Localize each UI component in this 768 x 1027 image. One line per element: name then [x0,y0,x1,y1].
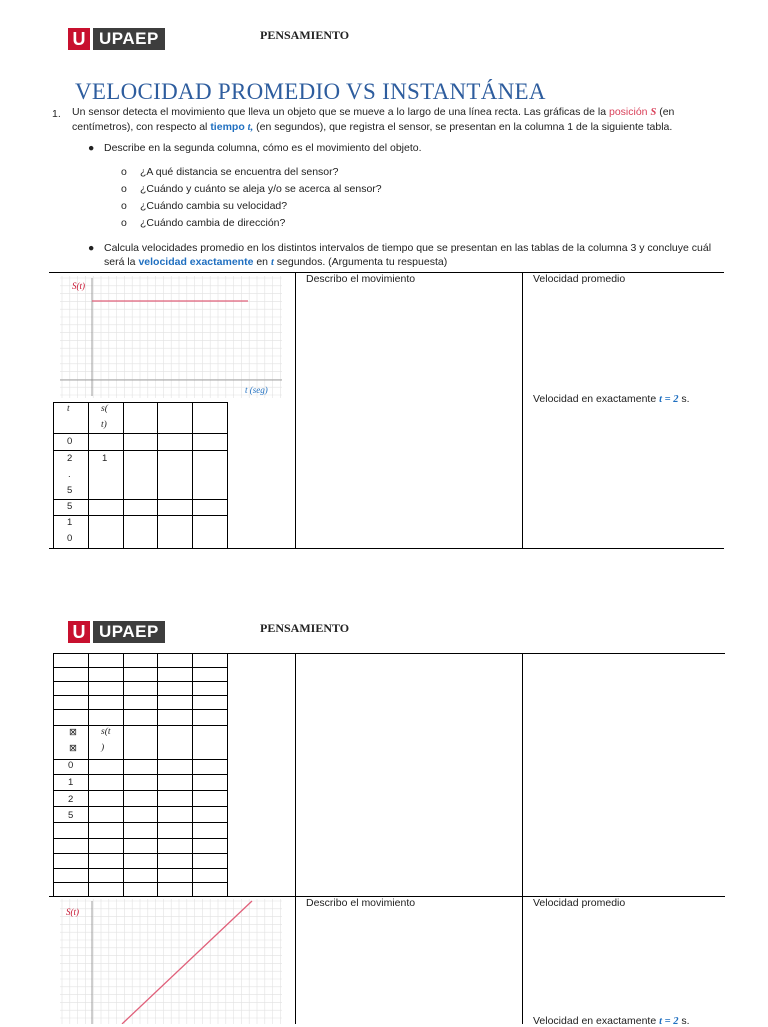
graph-1 [60,276,286,398]
vel-exact-unit: s. [678,1015,690,1027]
section-header: PENSAMIENTO [260,621,350,635]
column-divider [295,653,296,1024]
logo-letter: U [68,621,90,643]
subitem-3: ¿Cuándo cambia su velocidad? [140,200,288,212]
column-divider [522,272,523,549]
s-var: S [650,107,657,118]
describo-label: Describo el movimiento [306,273,416,285]
table2-cell: 1 [68,777,74,788]
grid-line [53,515,227,516]
grid-line [227,402,228,548]
column-divider [522,653,523,1024]
grid-line [53,806,227,807]
table2-cell: 2 [68,794,74,805]
graph-2 [60,899,286,1024]
table1-cell: 1 [67,517,73,528]
grid-line [53,868,227,869]
vel-exact-eq: t = 2 [659,394,679,405]
vel-exact-label [533,1015,690,1027]
table1-cell: 0 [67,436,73,447]
grid-line [53,695,227,696]
vel-exact-label [533,393,690,405]
grid-line [53,838,227,839]
grid-line [53,681,227,682]
logo-letter: U [68,28,90,50]
vel-exact-text: Velocidad en exactamente [533,1015,660,1027]
table1-header-s2: t) [101,420,107,430]
bullet-dot: ● [88,242,95,254]
grid-line [88,402,89,548]
grid-line [227,653,228,896]
velocidad-exactamente: velocidad exactamente [138,256,254,268]
vel-prom-label: Velocidad promedio [533,897,626,909]
bullet1-text: Describe en la segunda columna, cómo es el movimiento del objeto. [104,142,422,154]
grid-line [53,667,227,668]
bullet2-text-b: en [253,256,271,268]
posicion-label: posición [609,106,648,118]
t-var: t [270,257,274,268]
item1-text-c: (en segundos), que registra el sensor, se presentan en la columna 1 de la siguiente tabla. [253,121,673,133]
describo-label: Describo el movimiento [306,897,416,909]
t-var: t, [247,122,254,133]
bullet2-text-c: segundos. (Argumenta tu respuesta) [273,256,448,268]
table1-cell: 5 [67,485,73,496]
bullet-dot: ● [88,142,95,154]
grid-line [53,790,227,791]
grid-line [53,433,227,434]
section-header: PENSAMIENTO [260,28,350,42]
grid-line [192,402,193,548]
grid-line [53,725,227,726]
column-divider [295,272,296,549]
grid-line [53,499,227,500]
sub-bullet: o [121,217,127,229]
logo-word: UPAEP [93,621,165,643]
table1-cell: 0 [67,533,73,544]
x-axis-label: t (seg) [245,385,268,395]
table2-cell: 5 [68,810,74,821]
table1-header-s: s( [101,404,108,414]
page-title: VELOCIDAD PROMEDIO VS INSTANTÁNEA [75,79,546,104]
table-border [49,548,724,549]
grid-line [53,882,227,883]
table1-cell: . [68,469,71,480]
bullet2-text-a: Calcula velocidades promedio en los distintos intervalos de tiempo que se presentan en las tablas de la columna 3 y concluye cuál será la [104,242,712,268]
subitem-4: ¿Cuándo cambia de dirección? [140,217,286,229]
vel-exact-eq: t = 2 [659,1016,679,1027]
bullet2-text [104,241,724,270]
table2-header-s: s(t [101,727,111,737]
sub-bullet: o [121,200,127,212]
sub-bullet: o [121,166,127,178]
logo-word: UPAEP [93,28,165,50]
grid-line [123,402,124,548]
y-axis-label: S(t) [66,907,79,917]
grid-line [53,822,227,823]
table2-header-t: ⊠ [69,743,77,754]
grid-line [53,402,54,548]
table2-header-t: ⊠ [69,727,77,738]
vel-exact-unit: s. [678,393,690,405]
grid-line [53,759,227,760]
grid-line [53,709,227,710]
grid-line [53,653,227,654]
y-axis-label: S(t) [72,281,85,291]
vel-prom-label: Velocidad promedio [533,273,626,285]
grid-line [53,450,227,451]
item-number: 1. [52,108,61,120]
subitem-2: ¿Cuándo y cuánto se aleja y/o se acerca al sensor? [140,183,382,195]
table2-cell: 0 [68,760,74,771]
grid-line [53,774,227,775]
table1-cell: 2 [67,453,73,464]
grid-line [157,402,158,548]
grid-line [53,402,227,403]
table1-cell: 1 [102,453,108,464]
tiempo-label: tiempo [210,121,245,133]
table1-header-t: t [67,404,70,414]
item1-text [72,105,722,135]
subitem-1: ¿A qué distancia se encuentra del sensor? [140,166,339,178]
sub-bullet: o [121,183,127,195]
table1-cell: 5 [67,501,73,512]
table2-header-s2: ) [101,743,105,753]
item1-text-b: (en centímetros), con respecto al [72,106,675,133]
grid-line [53,896,227,897]
upaep-logo [68,28,165,50]
upaep-logo [68,621,165,643]
item1-text-a: Un sensor detecta el movimiento que lleva un objeto que se mueve a lo largo de una línea recta. Las gráficas de la [72,106,609,118]
grid-line [53,853,227,854]
vel-exact-text: Velocidad en exactamente [533,393,660,405]
